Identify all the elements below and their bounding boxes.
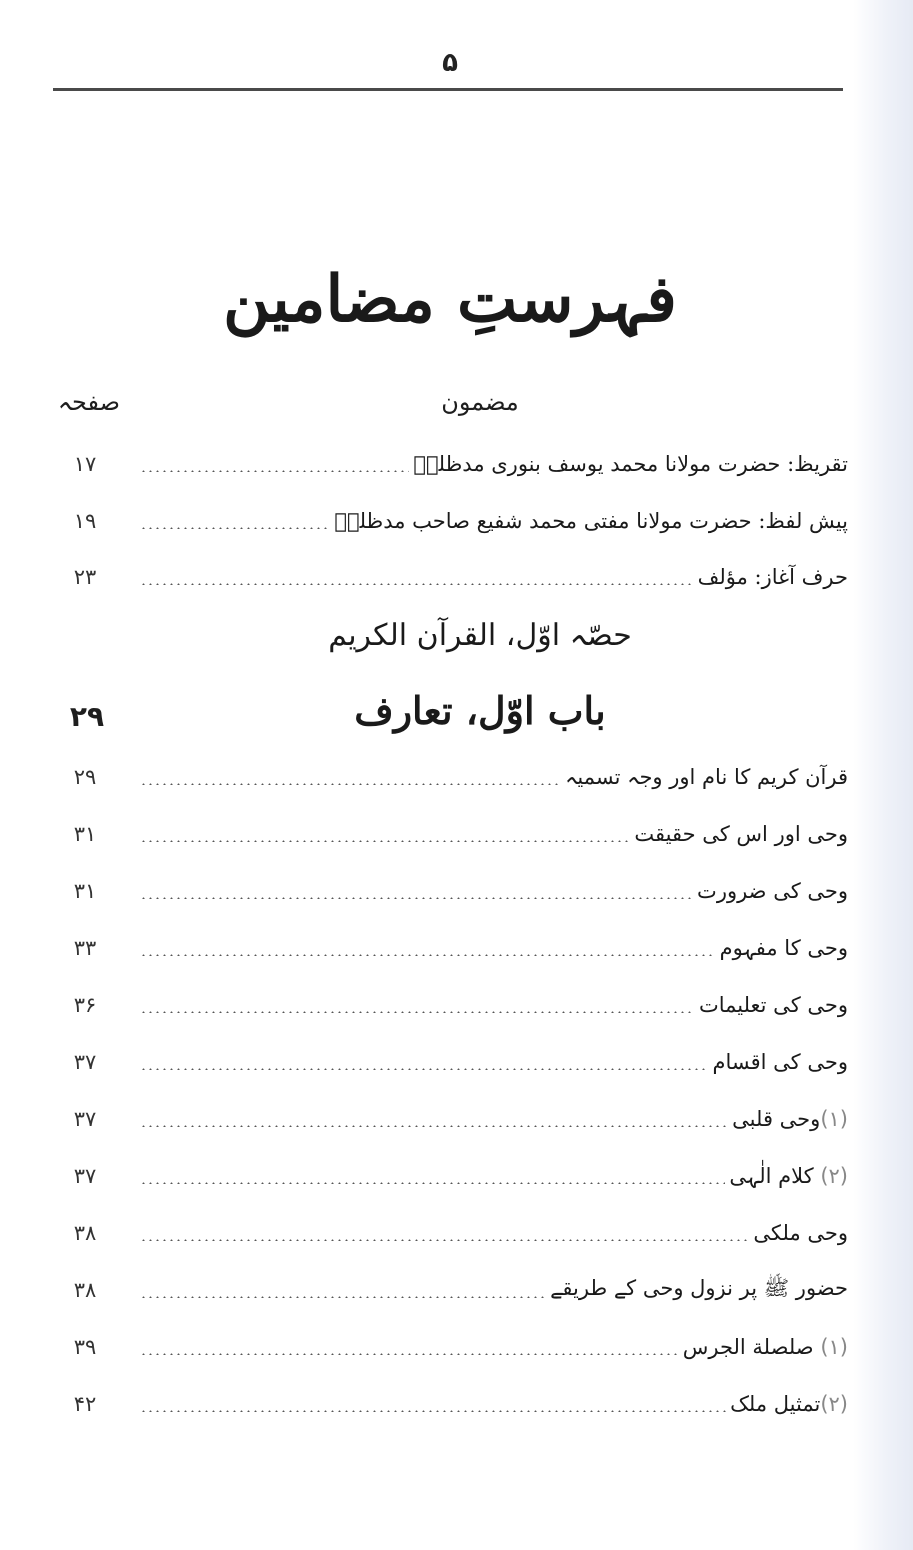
toc-title: [726, 1392, 848, 1416]
toc-page-number: ۲۳: [73, 565, 97, 589]
toc-title: حرف آغاز: مؤلف: [697, 565, 848, 589]
page-number: ۵: [442, 48, 458, 78]
toc-page-number: ۲۹: [73, 765, 97, 789]
dot-leader: [140, 954, 716, 956]
item-number: (۲): [820, 1392, 848, 1416]
dot-leader: [140, 840, 630, 842]
toc-row[interactable]: [58, 928, 848, 968]
toc-row[interactable]: [58, 757, 848, 797]
dot-leader: [140, 1125, 728, 1127]
toc-row[interactable]: [58, 1042, 848, 1082]
toc-title: وحی کی تعلیمات: [698, 993, 848, 1017]
part-heading: حصّہ اوّل، القرآن الکریم: [328, 618, 632, 653]
toc-page-number: ۳۶: [73, 993, 97, 1017]
dot-leader: [140, 1296, 546, 1298]
dot-leader: [140, 1410, 726, 1412]
toc-title: پیش لفظ: حضرت مولانا مفتی محمد شفیع صاحب مدظلہٗ: [334, 509, 848, 533]
toc-page-number: ۳۸: [73, 1221, 97, 1245]
toc-title: حضور ﷺ پر نزول وحی کے طریقے: [550, 1275, 848, 1300]
item-number: (۲): [820, 1164, 848, 1188]
toc-title-text: وحی قلبی: [732, 1107, 821, 1131]
toc-row[interactable]: [58, 985, 848, 1025]
dot-leader: [140, 583, 694, 585]
toc-row[interactable]: [58, 1327, 848, 1367]
toc-row[interactable]: [58, 1270, 848, 1310]
toc-title: وحی ملکی: [753, 1221, 848, 1245]
toc-title-text: کلام الٰہی: [729, 1164, 821, 1188]
toc-title: [679, 1335, 848, 1359]
toc-row[interactable]: [58, 501, 848, 541]
chapter-heading[interactable]: باب اوّل، تعارف: [354, 688, 606, 733]
dot-leader: [140, 1239, 749, 1241]
dot-leader: [140, 783, 561, 785]
dot-leader: [140, 1353, 679, 1355]
toc-title: وحی اور اس کی حقیقت: [634, 822, 848, 846]
toc-row[interactable]: [58, 871, 848, 911]
dot-leader: [140, 897, 693, 899]
toc-row[interactable]: [58, 557, 848, 597]
toc-page-number: ۳۷: [73, 1050, 97, 1074]
toc-page-number: ۳۱: [73, 822, 97, 846]
toc-title: وحی کی اقسام: [712, 1050, 848, 1074]
dot-leader: [140, 1182, 725, 1184]
toc-page-number: ۳۳: [73, 936, 97, 960]
item-number: (۱): [820, 1335, 848, 1359]
toc-title: [725, 1164, 848, 1188]
dot-leader: [140, 470, 409, 472]
toc-page-number: ۱۷: [73, 452, 97, 476]
toc-row[interactable]: [58, 444, 848, 484]
toc-row[interactable]: [58, 814, 848, 854]
toc-title-text: تمثیل ملک: [730, 1392, 821, 1416]
toc-row[interactable]: [58, 1156, 848, 1196]
toc-title: وحی کا مفہوم: [719, 936, 848, 960]
toc-title: تقریظ: حضرت مولانا محمد یوسف بنوری مدظلہٗ: [413, 452, 848, 476]
page-title: فہرستِ مضامین: [223, 262, 677, 337]
toc-title: قرآن کریم کا نام اور وجہ تسمیہ: [565, 765, 848, 789]
toc-title: وحی کی ضرورت: [697, 879, 848, 903]
toc-row[interactable]: [58, 1099, 848, 1139]
column-header-topic: مضمون: [441, 388, 519, 416]
toc-page-number: ۴۲: [73, 1392, 97, 1416]
chapter-page-number: ۲۹: [69, 700, 105, 733]
page-edge-shadow: [853, 0, 913, 1550]
column-header-page: صفحہ: [57, 388, 120, 416]
item-number: (۱): [820, 1107, 848, 1131]
toc-page-number: ۳۱: [73, 879, 97, 903]
toc-title-text: صلصلة الجرس: [682, 1335, 821, 1359]
toc-title: [728, 1107, 848, 1131]
dot-leader: [140, 527, 330, 529]
toc-page-number: ۳۷: [73, 1107, 97, 1131]
dot-leader: [140, 1068, 709, 1070]
toc-row[interactable]: [58, 1384, 848, 1424]
dot-leader: [140, 1011, 695, 1013]
toc-page-number: ۳۹: [73, 1335, 97, 1359]
toc-row[interactable]: [58, 1213, 848, 1253]
toc-page-number: ۳۸: [73, 1278, 97, 1302]
header-rule: [53, 88, 843, 91]
toc-page-number: ۳۷: [73, 1164, 97, 1188]
toc-page-number: ۱۹: [73, 509, 97, 533]
